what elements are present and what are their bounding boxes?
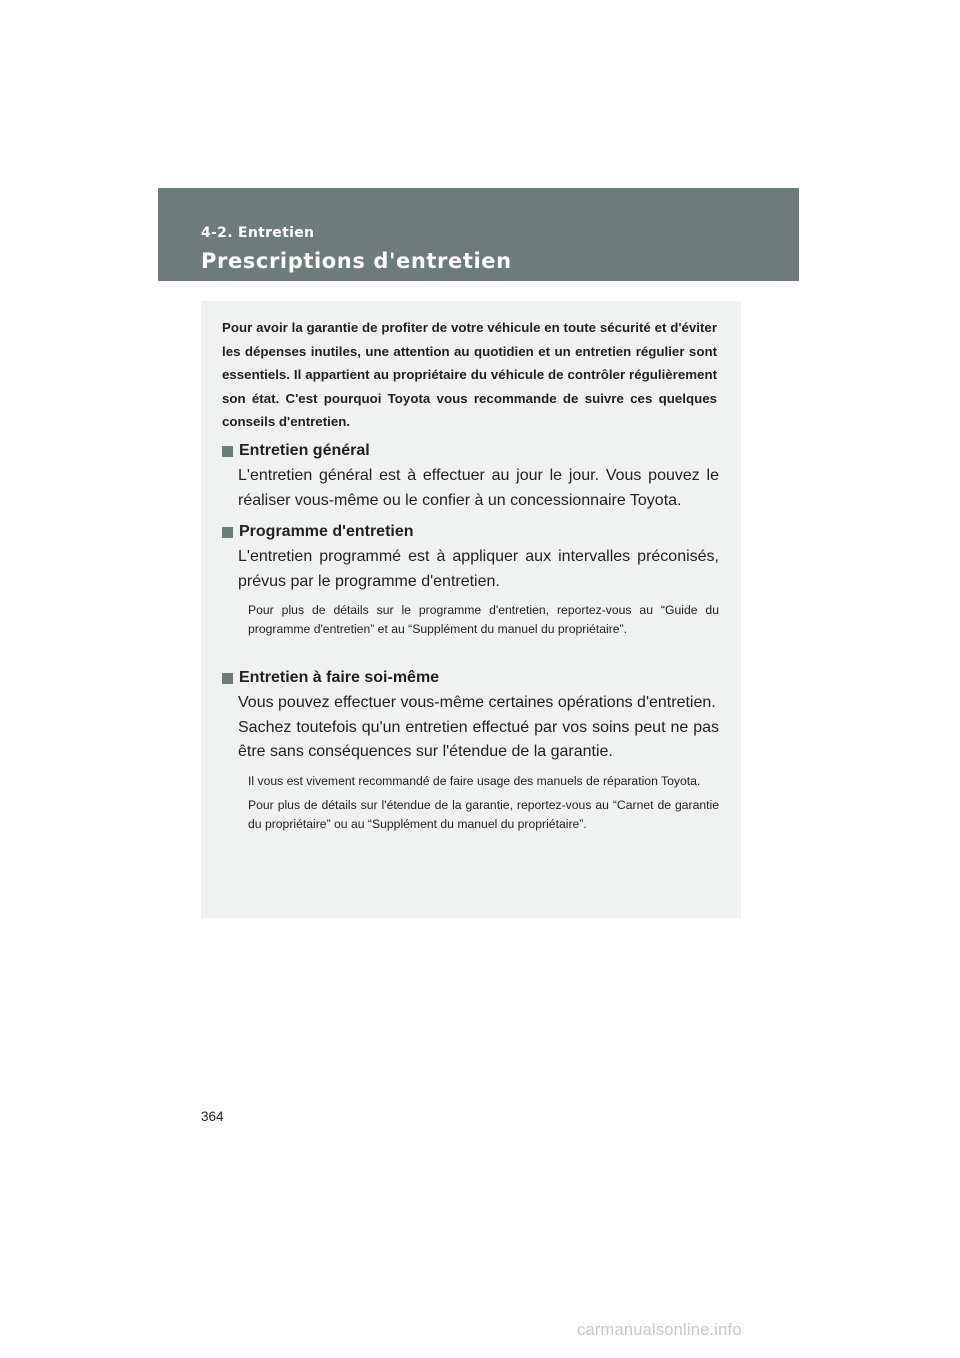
section-label: 4-2. Entretien <box>201 225 315 241</box>
section-note: Il vous est vivement recommandé de faire usage des manuels de réparation Toyota. <box>248 773 701 788</box>
square-bullet-icon <box>222 446 233 457</box>
section-body-line: Vous pouvez effectuer vous-même certaines opérations d'entretien. <box>238 694 716 711</box>
section-heading-text: Entretien à faire soi-même <box>239 669 440 686</box>
square-bullet-icon <box>222 527 233 538</box>
section-heading <box>222 441 719 461</box>
section-body-line: Sachez toutefois qu'un entretien effectué par vos soins peut ne pas être sans conséquences sur l'étendue de la garantie. <box>238 718 719 760</box>
section-body: L'entretien général est à effectuer au jour le jour. Vous pouvez le réaliser vous-même ou le confier à un concessionnaire Toyota. <box>238 467 719 509</box>
page-number: 364 <box>201 1109 224 1124</box>
section-note: Pour plus de détails sur l'étendue de la garantie, reportez-vous au “Carnet de garantie du propriétaire” ou au “Supplément du manuel du propriétaire”. <box>248 797 719 831</box>
section-heading-text: Entretien général <box>239 442 370 459</box>
section-body: L'entretien programmé est à appliquer aux intervalles préconisés, prévus par le programme d'entretien. <box>238 548 719 590</box>
watermark: carmanualsonline.info <box>577 1321 742 1339</box>
page-title: Prescriptions d'entretien <box>201 249 512 273</box>
square-bullet-icon <box>222 673 233 684</box>
content-box <box>201 301 741 918</box>
section-heading-text: Programme d'entretien <box>239 523 414 540</box>
section-heading <box>222 668 719 688</box>
section-note: Pour plus de détails sur le programme d'entretien, reportez-vous au “Guide du programme d'entretien” et au “Supplément du manuel du propriétaire”. <box>248 603 719 636</box>
section-maintenance-schedule <box>222 522 719 639</box>
section-general-maintenance <box>222 441 719 513</box>
section-heading <box>222 522 719 542</box>
intro-paragraph: Pour avoir la garantie de profiter de votre véhicule en toute sécurité et d'éviter les dépenses inutiles, une attention au quotidien et un entretien régulier sont essentiels. Il appartient au propriétaire du véhicule de contrôler régulièrement son état. C'est pourquoi Toyota vous recommande de suivre ces quelques conseils d'entretien. <box>222 320 717 429</box>
chapter-header <box>158 188 799 281</box>
section-diy-maintenance <box>222 668 719 834</box>
